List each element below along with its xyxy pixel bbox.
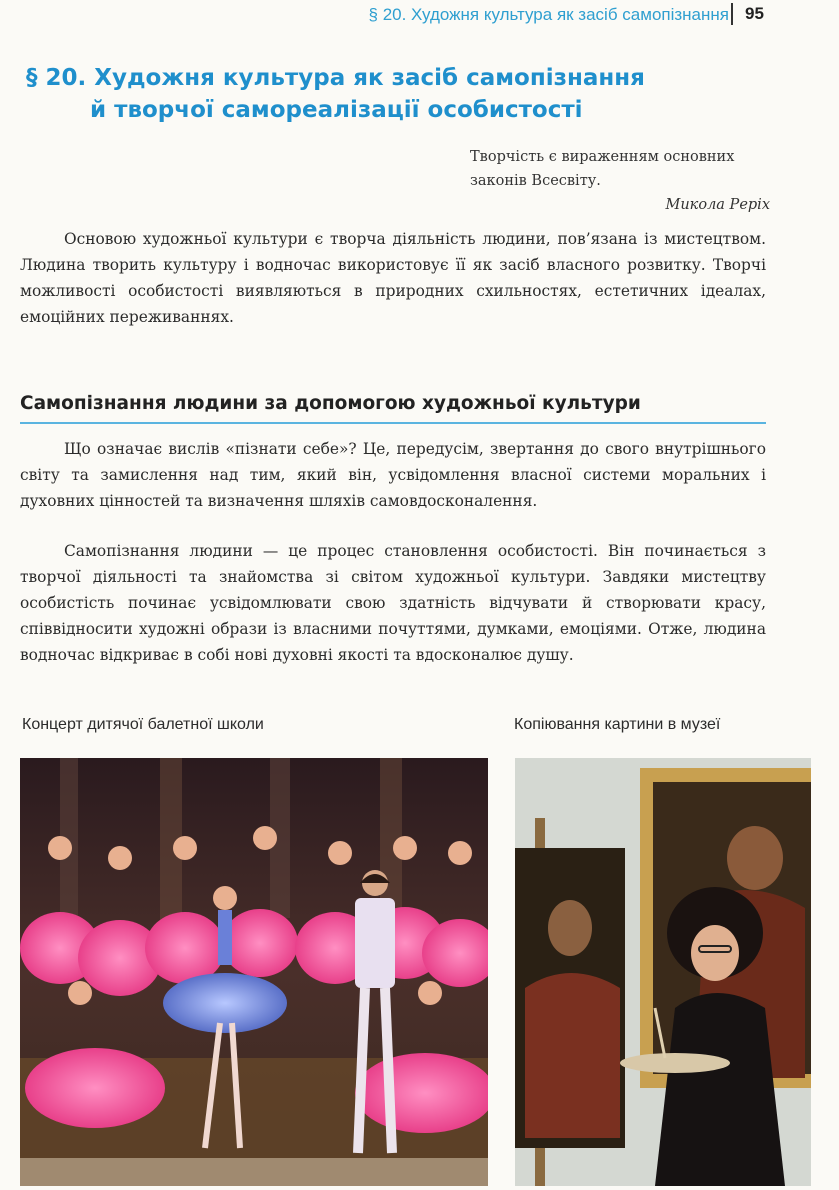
chapter-title: [26, 62, 766, 126]
section-paragraph-1: Що означає вислів «пізнати себе»? Це, передусім, звертання до свого внутрішнього світу та замислення над тим, який він, усвідомлення власної системи моральних і духовних цінностей та визначення шляхів самовдосконалення.: [20, 440, 766, 510]
running-header: [0, 0, 839, 36]
section-paragraph-2: Самопізнання людини — це процес становлення особистості. Він починається з творчої діяльності та знайомства зі світом художньої культури. Завдяки мистецтву особистість починає усвідомлювати свою здатність відчувати й створювати красу, співвідносити художні образи із власними почуттями, думками, емоціями. Отже, людина водночас відкриває в собі нові духовні якості та вдосконалює душу.: [20, 542, 766, 664]
ballet-concert-photo: [20, 758, 488, 1186]
section-heading: Самопізнання людини за допомогою художньої культури: [20, 393, 766, 424]
running-title: § 20. Художня культура як засіб самопізнання: [368, 5, 729, 24]
intro-paragraph: Основою художньої культури є творча діяльність людини, пов’язана із мистецтвом. Людина творить культуру і водночас використовує її як засіб власного розвитку. Творчі можливості особистості виявляються в природних схильностях, естетичних ідеалах, емоційних переживаннях.: [20, 230, 766, 326]
page-number: 95: [745, 4, 764, 23]
header-divider: [731, 3, 733, 25]
epigraph-author: Микола Реріх: [665, 197, 770, 213]
epigraph-text: Творчість є вираженням основних законів Всесвіту.: [470, 149, 735, 189]
museum-copying-photo: [515, 758, 811, 1186]
figure-caption-ballet: Концерт дитячої балетної школи: [22, 716, 264, 733]
epigraph: [470, 145, 770, 217]
chapter-title-line2: й творчої самореалізації особистості: [90, 97, 583, 123]
figure-caption-museum: Копіювання картини в музеї: [514, 716, 721, 733]
chapter-title-line1: § 20. Художня культура як засіб самопізнання: [26, 65, 645, 91]
